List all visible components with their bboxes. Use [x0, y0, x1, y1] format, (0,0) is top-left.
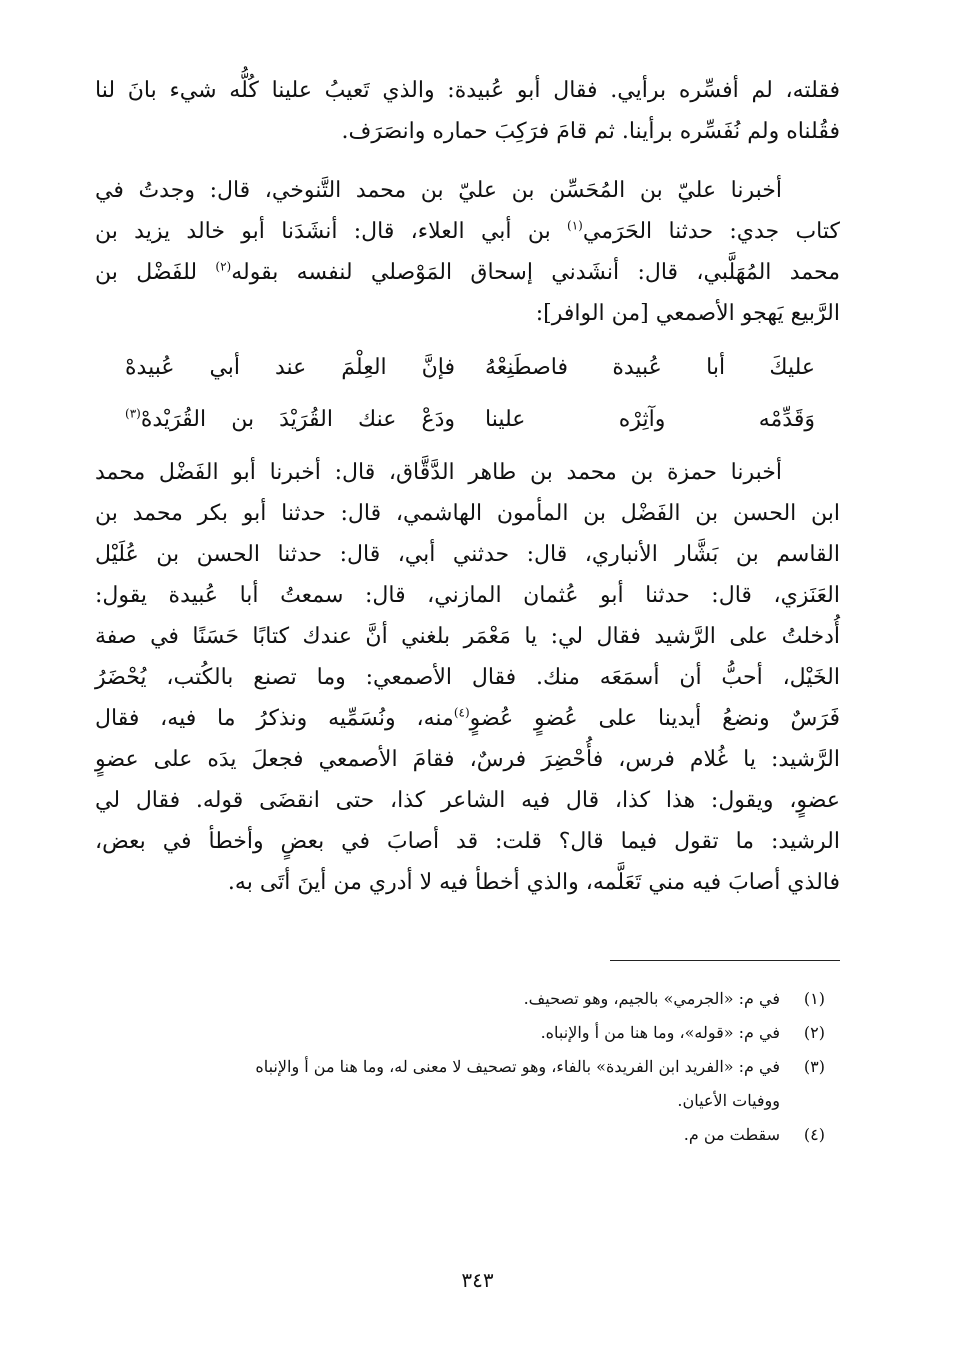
text-segment: كتاب جدي: حدثنا الحَرَمي: [582, 219, 840, 244]
footnote: [130, 1050, 825, 1118]
footnote-number: (٤): [803, 1125, 825, 1144]
footnote-number: (٢): [803, 1023, 825, 1042]
text-segment: منه، ونُسَمِّيه ونذكرُ ما فيه، فقال: [95, 706, 454, 731]
text-line: فقُلناه ولم نُفَسِّره برأينا. ثم قامَ فرَكِبَ حماره وانصَرَف.: [341, 119, 840, 144]
text-segment: للفَضْل بن: [95, 260, 198, 285]
page-number: ٣٤٣: [461, 1268, 494, 1292]
verse-first-hemistich: وَقَدِّمْه وآثِرْه علينا: [485, 407, 815, 432]
poem-verse: [95, 342, 840, 394]
poem-verse: [95, 394, 840, 446]
text-segment: ووفيات الأعيان.: [677, 1091, 780, 1110]
paragraph-1: [95, 70, 840, 152]
text-segment: فَرَسٌ ونضعُ أيدينا على عُضوٍ عُضوٍ: [469, 706, 840, 731]
text-line: الرشيد: ما تقول فيما قال؟ قلت: قد أصابَ في بعضٍ وأخطأ في بعض،: [95, 829, 840, 854]
text-line: [95, 698, 840, 739]
text-segment: محمد المُهَلَّبي، قال: أنشَدني إسحاق المَوْصلي لنفسه بقوله: [231, 260, 841, 285]
text-line: ابن الحسن بن الفَضْل بن المأمون الهاشمي، قال: حدثنا أبو بكر محمد بن: [95, 501, 840, 526]
text-line: القاسم بن بَشَّار الأنباري، قال: حدثني أبي، قال: حدثنا الحسن بن عُلَيْل: [95, 542, 840, 567]
main-text: [95, 60, 840, 903]
footnote-marker-3: (٣): [125, 406, 141, 421]
footnote-number: (٣): [803, 1057, 825, 1076]
verse-second-hemistich: فإنَّ العِلْمَ عند أبي عُبيدهْ: [125, 355, 455, 380]
text-line: أُدخلتُ على الرَّشيد فقال لي: يا مَعْمَر بلغني أنَّ عندك كتابًا حَسَنًا في صفة: [95, 624, 840, 649]
text-segment: في م: «الفريد ابن الفريدة» بالفاء، وهو تصحيف لا معنى له، وما هنا من أ والإنباه: [255, 1057, 780, 1076]
footnote-number: (١): [803, 989, 825, 1008]
verse-first-hemistich: عليكَ أبا عُبيدة فاصطَنِعْهُ: [485, 355, 815, 380]
text-line: فقلته، لم أفسِّره برأيي. فقال أبو عُبيدة: والذي تَعيبُ علينا كُلُّه شيء بانَ لنا: [95, 78, 840, 103]
footnote-separator: [610, 960, 840, 961]
footnote-text: في م: «قوله»، وما هنا من أ والإنباه.: [540, 1023, 780, 1042]
poem: [95, 342, 840, 446]
footnote-text: في م: «الجرمي» بالجيم، وهو تصحيف.: [523, 989, 780, 1008]
footnote-marker-2: (٢): [215, 259, 232, 274]
text-line: الخَيْل، أحبُّ أن أسمَعَه منك. فقال الأصمعي: وما تصنع بالكُتب، يُحْضَرُ: [95, 665, 840, 690]
text-line: أخبرنا عليّ بن المُحَسِّن بن عليّ بن محمد التَّنوخي، قال: وجدتُ في: [95, 178, 782, 203]
footnote: [130, 1118, 825, 1152]
text-line: أخبرنا حمزة بن محمد بن طاهر الدَّقَّاق، قال: أخبرنا أبو الفَضْل محمد: [95, 460, 782, 485]
text-line: العَنَزي، قال: حدثنا أبو عُثمان المازني، قال: سمعتُ أبا عُبيدة يقول:: [95, 583, 840, 608]
verse-second-hemistich: [125, 394, 455, 446]
footnotes: [130, 982, 825, 1152]
text-segment: ودَعْ عنك القُرَيْدَ بن القُرَيْدهْ: [140, 407, 455, 432]
footnote: [130, 982, 825, 1016]
paragraph-2: [95, 170, 840, 334]
text-segment: بن أبي العلاء، قال: أنشَدَنا أبو خالد يزيد بن: [95, 219, 551, 244]
text-line: الرَّشيد: يا غُلام فرس، فأُحْضِرَ فرسٌ، فقامَ الأصمعي فجعلَ يدَه على عضوٍ: [95, 747, 841, 772]
footnote-text: سقطت من م.: [683, 1125, 780, 1144]
paragraph-3: [95, 452, 840, 903]
text-line: [95, 252, 840, 293]
footnote-marker-4: (٤): [453, 705, 470, 720]
footnote-marker-1: (١): [567, 218, 583, 233]
text-line: عضوٍ، ويقول: هذا كذا، قال فيه الشاعر كذا، حتى انقضَى قوله. فقال لي: [95, 788, 840, 813]
footnote-text: [130, 1050, 780, 1118]
text-line: فالذي أصابَ فيه مني تَعَلَّمه، والذي أخطأ فيه لا أدري من أينَ أتَى به.: [227, 870, 840, 895]
text-line: [95, 211, 840, 252]
footnote: [130, 1016, 825, 1050]
text-line: الرَّبيع يَهجو الأصمعي [من الوافر]:: [535, 301, 840, 326]
